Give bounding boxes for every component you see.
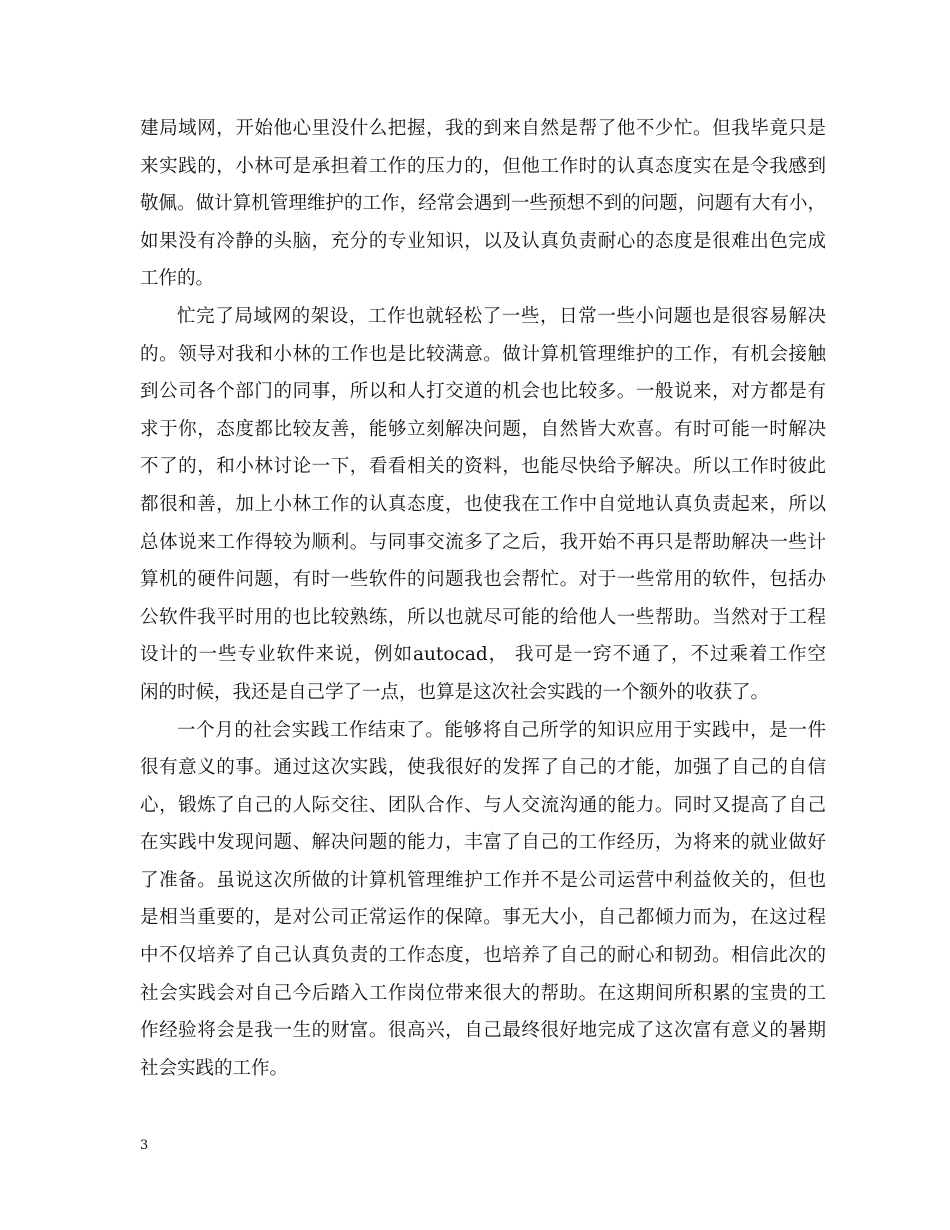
- text-line: 的。领导对我和小林的工作也是比较满意。做计算机管理维护的工作，有机会接触: [140, 343, 826, 365]
- text-line: 中不仅培养了自己认真负责的工作态度，也培养了自己的耐心和韧劲。相信此次的: [140, 945, 826, 967]
- text-line: 来实践的，小林可是承担着工作的压力的，但他工作时的认真态度实在是令我感到: [140, 155, 826, 177]
- text-line: 忙完了局域网的架设，工作也就轻松了一些，日常一些小问题也是很容易解决: [177, 305, 826, 327]
- text-line: 工作的。: [140, 268, 215, 290]
- document-body: [140, 110, 826, 1087]
- text-line: 求于你，态度都比较友善，能够立刻解决问题，自然皆大欢喜。有时可能一时解决: [140, 418, 826, 440]
- text-line: 是相当重要的，是对公司正常运作的保障。事无大小，自己都倾力而为，在这过程: [140, 907, 826, 929]
- text-line: 总体说来工作得较为顺利。与同事交流多了之后，我开始不再只是帮助解决一些计: [140, 531, 826, 553]
- page-number: 3: [140, 1138, 149, 1153]
- text-line: 闲的时候，我还是自己学了一点，也算是这次社会实践的一个额外的收获了。: [140, 681, 770, 703]
- text-line: 敬佩。做计算机管理维护的工作，经常会遇到一些预想不到的问题，问题有大有小，: [140, 193, 826, 215]
- text-line: 如果没有冷静的头脑，充分的专业知识，以及认真负责耐心的态度是很难出色完成: [140, 230, 826, 252]
- text-line: 一个月的社会实践工作结束了。能够将自己所学的知识应用于实践中，是一件: [177, 719, 826, 741]
- text-line: 心，锻炼了自己的人际交往、团队合作、与人交流沟通的能力。同时又提高了自己: [140, 794, 826, 816]
- text-line: 不了的，和小林讨论一下，看看相关的资料，也能尽快给予解决。所以工作时彼此: [140, 456, 826, 478]
- text-line: 建局域网，开始他心里没什么把握，我的到来自然是帮了他不少忙。但我毕竟只是: [140, 118, 826, 139]
- text-line: 设计的一些专业软件来说，例如autocad， 我可是一窍不通了，不过乘着工作空: [140, 644, 826, 666]
- text-line: 都很和善，加上小林工作的认真态度，也使我在工作中自觉地认真负责起来，所以: [140, 493, 826, 515]
- text-line: 作经验将会是我一生的财富。很高兴，自己最终很好地完成了这次富有意义的暑期: [140, 1020, 826, 1042]
- text-line: 算机的硬件问题，有时一些软件的问题我也会帮忙。对于一些常用的软件，包括办: [140, 569, 826, 591]
- text-line: 社会实践会对自己今后踏入工作岗位带来很大的帮助。在这期间所积累的宝贵的工: [140, 982, 826, 1004]
- text-line: 在实践中发现问题、解决问题的能力，丰富了自己的工作经历，为将来的就业做好: [140, 832, 826, 854]
- text-line: 很有意义的事。通过这次实践，使我很好的发挥了自己的才能，加强了自己的自信: [140, 757, 826, 779]
- text-line: 了准备。虽说这次所做的计算机管理维护工作并不是公司运营中利益攸关的，但也: [140, 869, 826, 891]
- text-line: 公软件我平时用的也比较熟练，所以也就尽可能的给他人一些帮助。当然对于工程: [140, 606, 826, 628]
- text-line: 到公司各个部门的同事，所以和人打交道的机会也比较多。一般说来，对方都是有: [140, 381, 826, 403]
- text-line: 社会实践的工作。: [140, 1057, 289, 1079]
